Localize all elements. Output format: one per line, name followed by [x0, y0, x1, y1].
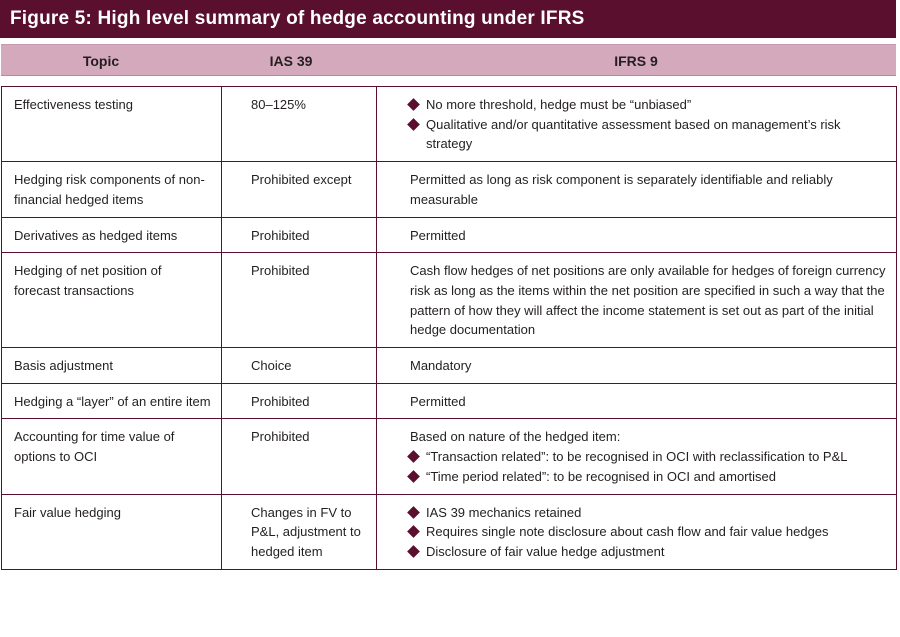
ias39-cell: Changes in FV to P&L, adjustment to hedged item — [222, 494, 377, 569]
header-ias39: IAS 39 — [269, 53, 313, 69]
table-row — [2, 162, 897, 217]
diamond-bullet-icon — [407, 506, 420, 519]
topic-cell: Derivatives as hedged items — [2, 217, 222, 253]
diamond-bullet-icon — [407, 450, 420, 463]
ifrs9-bullet-text: Requires single note disclosure about cash flow and fair value hedges — [426, 524, 829, 540]
ias39-cell: Prohibited — [222, 253, 377, 348]
header-topic: Topic — [82, 53, 120, 69]
ifrs9-bullet-text: “Transaction related”: to be recognised in OCI with reclassification to P&L — [426, 449, 848, 465]
ifrs9-cell — [377, 419, 897, 494]
ifrs9-bullet-text: IAS 39 mechanics retained — [426, 504, 582, 520]
diamond-bullet-icon — [407, 98, 420, 111]
ias39-cell: Prohibited — [222, 217, 377, 253]
ifrs9-text: Mandatory — [410, 358, 472, 374]
topic-cell: Hedging of net position of forecast transactions — [2, 253, 222, 348]
ias39-cell: Prohibited — [222, 383, 377, 419]
topic-cell: Hedging risk components of non-financial hedged items — [2, 162, 222, 217]
topic-cell: Effectiveness testing — [2, 87, 222, 162]
topic-cell: Hedging a “layer” of an entire item — [2, 383, 222, 419]
diamond-bullet-icon — [407, 525, 420, 538]
ifrs9-cell — [377, 253, 897, 348]
ifrs9-text: Permitted as long as risk component is separately identifiable and reliably measurable — [410, 172, 833, 207]
ias39-cell: 80–125% — [222, 87, 377, 162]
topic-cell: Fair value hedging — [2, 494, 222, 569]
ifrs9-cell — [377, 494, 897, 569]
diamond-bullet-icon — [407, 118, 420, 131]
ifrs9-cell — [377, 217, 897, 253]
ifrs9-bullet — [410, 115, 888, 154]
table-row — [2, 87, 897, 162]
ias39-cell: Prohibited except — [222, 162, 377, 217]
comparison-table — [1, 86, 897, 570]
ifrs9-bullet-text: Disclosure of fair value hedge adjustment — [426, 543, 665, 559]
ifrs9-cell — [377, 162, 897, 217]
table-row — [2, 348, 897, 384]
table-row — [2, 494, 897, 569]
ifrs9-bullet — [410, 95, 888, 115]
ifrs9-bullet — [410, 503, 888, 523]
ias39-cell: Choice — [222, 348, 377, 384]
ifrs9-bullet — [410, 542, 888, 562]
table-row — [2, 419, 897, 494]
ifrs9-bullet-text: Qualitative and/or quantitative assessment based on management’s risk strategy — [426, 116, 841, 152]
figure-title: Figure 5: High level summary of hedge accounting under IFRS — [0, 0, 896, 38]
ifrs9-cell — [377, 87, 897, 162]
table-header — [1, 44, 896, 76]
table-row — [2, 383, 897, 419]
ifrs9-cell — [377, 348, 897, 384]
header-ifrs9: IFRS 9 — [614, 53, 658, 69]
diamond-bullet-icon — [407, 470, 420, 483]
diamond-bullet-icon — [407, 545, 420, 558]
ifrs9-bullet — [410, 447, 888, 467]
ifrs9-cell — [377, 383, 897, 419]
ifrs9-text: Based on nature of the hedged item: — [410, 429, 621, 445]
ifrs9-text: Cash flow hedges of net positions are only available for hedges of foreign currency risk as long as the items within the net position are specified in such a way that the pattern of how they will affect the income statement is set out as part of the initial hedge documentation — [410, 263, 886, 338]
table-body — [2, 87, 897, 570]
ifrs9-text: Permitted — [410, 227, 466, 243]
table-row — [2, 217, 897, 253]
ifrs9-bullet — [410, 467, 888, 487]
table-row — [2, 253, 897, 348]
ifrs9-bullet — [410, 522, 888, 542]
ifrs9-bullet-text: “Time period related”: to be recognised in OCI and amortised — [426, 468, 776, 484]
topic-cell: Basis adjustment — [2, 348, 222, 384]
ias39-cell: Prohibited — [222, 419, 377, 494]
ifrs9-text: Permitted — [410, 393, 466, 409]
topic-cell: Accounting for time value of options to OCI — [2, 419, 222, 494]
ifrs9-bullet-text: No more threshold, hedge must be “unbiased” — [426, 97, 692, 112]
